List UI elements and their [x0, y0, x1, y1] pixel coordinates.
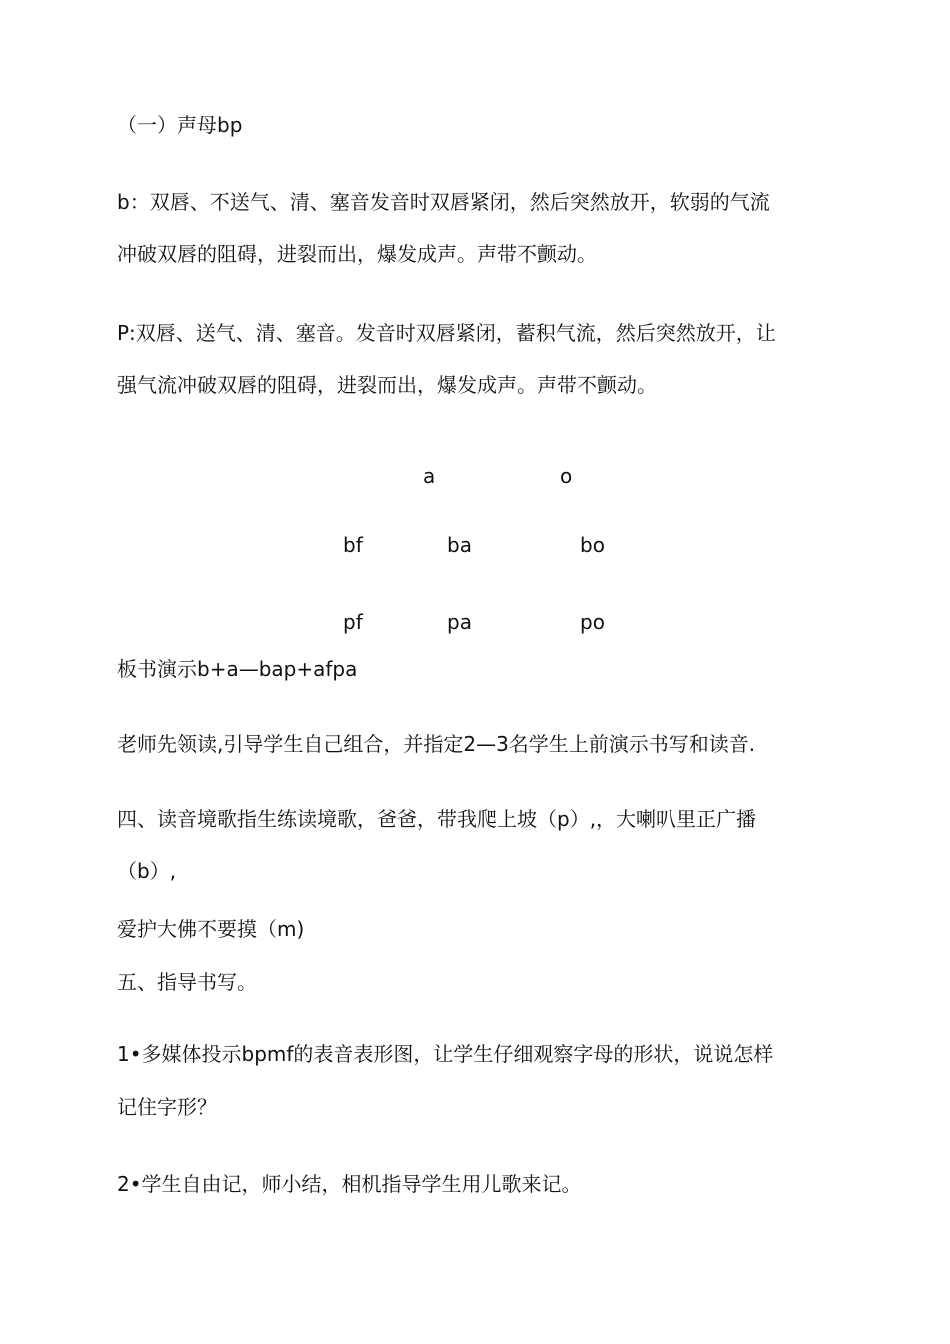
section-4-line-1: 四、读音境歌指生练读境歌，爸爸，带我爬上坡（p）,，大喇叭里正广播: [117, 807, 757, 831]
section-heading: （一）声母bp: [117, 113, 243, 137]
table-header-o: o: [560, 464, 573, 488]
table-cell: po: [580, 610, 605, 634]
table-cell: pa: [447, 610, 472, 634]
section-4-line-3: 爱护大佛不要摸（m): [117, 917, 305, 941]
section-4-line-2: （b）,: [117, 859, 177, 883]
section-5-item-1-line-2: 记住字形？: [117, 1095, 217, 1119]
table-cell: ba: [447, 533, 472, 557]
table-header-a: a: [423, 464, 436, 488]
teacher-lead-text: 老师先领读,引导学生自己组合，并指定2—3名学生上前演示书写和读音.: [117, 732, 756, 756]
table-cell: pf: [343, 610, 363, 634]
table-cell: bo: [580, 533, 605, 557]
section-5-item-1-line-1: 1•多媒体投示bpmf的表音表形图，让学生仔细观察字母的形状，说说怎样: [117, 1042, 774, 1066]
b-description-line-2: 冲破双唇的阻碍，进裂而出，爆发成声。声带不颤动。: [117, 242, 597, 266]
board-demo-text: 板书演示b+a—bap+afpa: [117, 657, 358, 681]
section-5-title: 五、指导书写。: [117, 970, 257, 994]
table-cell: bf: [343, 533, 363, 557]
p-description-line-2: 强气流冲破双唇的阻碍，进裂而出，爆发成声。声带不颤动。: [117, 373, 657, 397]
section-5-item-2: 2•学生自由记，师小结，相机指导学生用儿歌来记。: [117, 1172, 582, 1196]
p-description-line-1: P:双唇、送气、清、塞音。发音时双唇紧闭，蓄积气流，然后突然放开，让: [117, 321, 776, 345]
b-description-line-1: b：双唇、不送气、清、塞音发音时双唇紧闭，然后突然放开，软弱的气流: [117, 190, 770, 214]
